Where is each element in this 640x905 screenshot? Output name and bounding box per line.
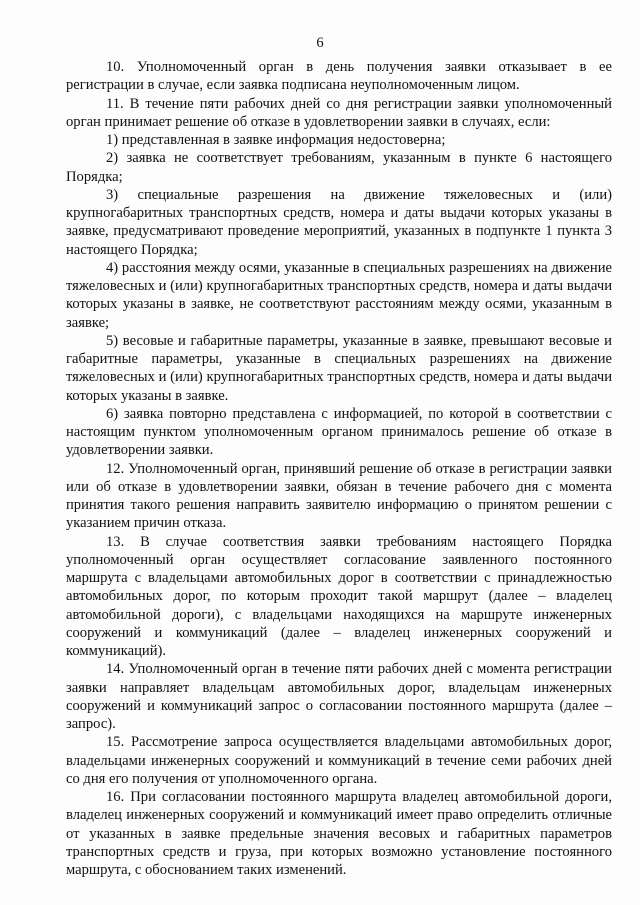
list-item-11-5: 5) весовые и габаритные параметры, указанные в заявке, превышают весовые и габаритные параметры, указанные в специальных разрешениях на движение тяжеловесных и (или) крупногабаритных транспортных средств, номера и даты выдачи которых указаны в заявке.	[66, 332, 612, 404]
paragraph-12: 12. Уполномоченный орган, принявший решение об отказе в регистрации заявки или об отказе в удовлетворении заявки, обязан в течение рабочего дня с момента принятия такого решения направить заявителю информацию о принятом решении с указанием причин отказа.	[66, 460, 612, 532]
paragraph-10: 10. Уполномоченный орган в день получения заявки отказывает в ее регистрации в случае, если заявка подписана неуполномоченным лицом.	[66, 59, 612, 94]
list-item-11-3: 3) специальные разрешения на движение тяжеловесных и (или) крупногабаритных транспортных средств, номера и даты выдачи которых указаны в заявке, предусматривают проведение мероприятий, указанных в подпункте 1 пункта 3 настоящего Порядка;	[66, 186, 612, 258]
paragraph-15: 15. Рассмотрение запроса осуществляется владельцами автомобильных дорог, владельцами инженерных сооружений и коммуникаций в течение семи рабочих дней со дня его получения от уполномоченного органа.	[66, 734, 612, 787]
paragraph-11: 11. В течение пяти рабочих дней со дня регистрации заявки уполномоченный орган принимает решение об отказе в удовлетворении заявки в случаях, если:	[66, 95, 612, 130]
document-body	[66, 58, 612, 879]
paragraph-14: 14. Уполномоченный орган в течение пяти рабочих дней с момента регистрации заявки направляет владельцам автомобильных дорог, владельцам инженерных сооружений и коммуникаций запрос о согласовании постоянного маршрута (далее – запрос).	[66, 661, 612, 732]
list-item-11-6: 6) заявка повторно представлена с информацией, по которой в соответствии с настоящим пунктом уполномоченным органом принималось решение об отказе в удовлетворении заявки.	[66, 405, 612, 459]
paragraph-16: 16. При согласовании постоянного маршрута владелец автомобильной дороги, владелец инженерных сооружений и коммуникаций имеет право определить отличные от указанных в заявке предельные значения весовых и габаритных параметров транспортных средств и груза, при которых возможно установление постоянного маршрута, с обоснованием таких изменений.	[66, 789, 612, 878]
list-item-11-2: 2) заявка не соответствует требованиям, указанным в пункте 6 настоящего Порядка;	[66, 150, 612, 185]
list-item-11-1: 1) представленная в заявке информация недостоверна;	[106, 132, 446, 148]
paragraph-13: 13. В случае соответствия заявки требованиям настоящего Порядка уполномоченный орган осуществляет согласование заявленного постоянного маршрута с владельцами автомобильных дорог в соответствии с принадлежностью автомобильных дорог, по которым проходит такой маршрут (далее – владелец автомобильной дороги), с владельцами находящихся на маршруте инженерных сооружений и коммуникаций (далее – владелец инженерных сооружений и коммуникаций).	[66, 533, 612, 659]
page-number: 6	[316, 35, 324, 51]
list-item-11-4: 4) расстояния между осями, указанные в специальных разрешениях на движение тяжеловесных и (или) крупногабаритных транспортных средств, номера и даты выдачи которых указаны в заявке, не соответствуют расстояниям между осями, указанным в заявке;	[66, 259, 612, 331]
